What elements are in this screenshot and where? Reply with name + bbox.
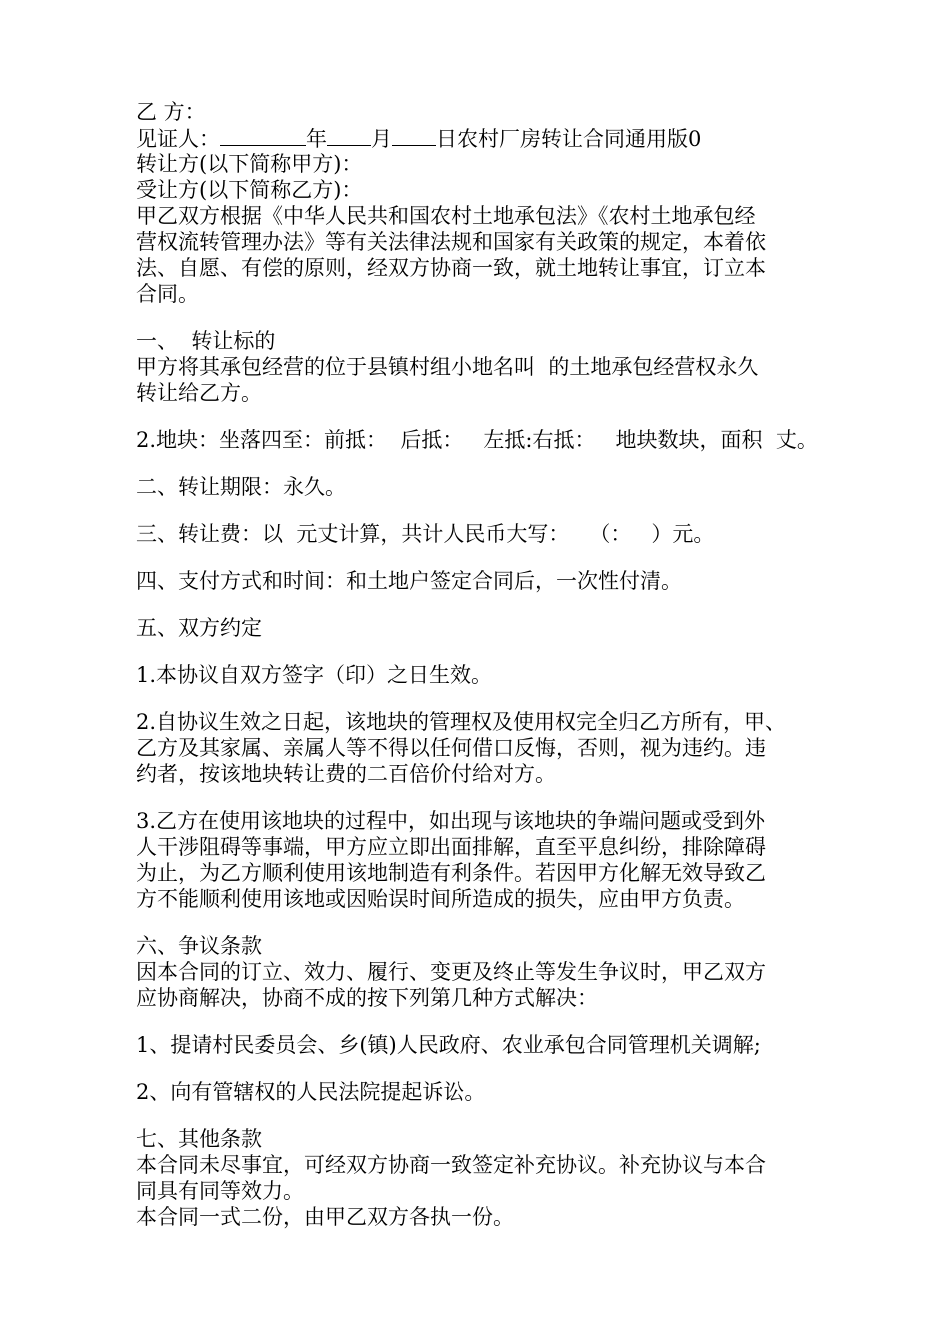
section-heading: 二、转让期限：永久。 bbox=[136, 475, 346, 499]
document-title: 日农村厂房转让合同通用版0 bbox=[436, 127, 702, 151]
section-heading: 四、支付方式和时间：和土地户签定合同后，一次性付清。 bbox=[136, 569, 682, 593]
contract-body bbox=[136, 99, 826, 1230]
other-terms-line: 同具有同等效力。 bbox=[136, 1179, 304, 1203]
day-blank bbox=[392, 125, 436, 146]
year-label: 年 bbox=[306, 127, 327, 151]
preamble-line: 营权流转管理办法》等有关法律法规和国家有关政策的规定，本着依 bbox=[136, 230, 766, 254]
agreement-item-line: 为止，为乙方顺利使用该地制造有利条件。若因甲方化解无效导致乙 bbox=[136, 861, 766, 885]
month-blank bbox=[327, 125, 371, 146]
agreement-item-line: 乙方及其家属、亲属人等不得以任何借口反悔，否则，视为违约。违 bbox=[136, 736, 766, 760]
other-terms-line: 本合同未尽事宜，可经双方协商一致签定补充协议。补充协议与本合 bbox=[136, 1153, 766, 1177]
section-heading: 六、争议条款 bbox=[136, 934, 262, 958]
dispute-line: 应协商解决，协商不成的按下列第几种方式解决： bbox=[136, 986, 598, 1010]
preamble-line: 甲乙双方根据《中华人民共和国农村土地承包法》《农村土地承包经 bbox=[136, 204, 756, 228]
agreement-item-line: 2.自协议生效之日起，该地块的管理权及使用权完全归乙方所有，甲、 bbox=[136, 710, 787, 734]
section-heading: 一、 转让标的 bbox=[136, 329, 276, 353]
agreement-item-line: 方不能顺利使用该地或因贻误时间所造成的损失，应由甲方负责。 bbox=[136, 887, 745, 911]
dispute-option: 1、提请村民委员会、乡(镇)人民政府、农业承包合同管理机关调解; bbox=[136, 1033, 761, 1057]
transferee-line: 受让方(以下简称乙方)： bbox=[136, 178, 363, 202]
transferor-line: 转让方(以下简称甲方)： bbox=[136, 152, 363, 176]
agreement-item: 1.本协议自双方签字（印）之日生效。 bbox=[136, 663, 493, 687]
party-b-line: 乙 方： bbox=[136, 100, 206, 124]
dispute-line: 因本合同的订立、效力、履行、变更及终止等发生争议时，甲乙双方 bbox=[136, 960, 766, 984]
section-heading: 七、其他条款 bbox=[136, 1127, 262, 1151]
section1-line: 转让给乙方。 bbox=[136, 381, 262, 405]
preamble-line: 法、自愿、有偿的原则，经双方协商一致，就土地转让事宜，订立本 bbox=[136, 256, 766, 280]
section1-line: 甲方将其承包经营的位于县镇村组小地名叫 的土地承包经营权永久 bbox=[136, 355, 759, 379]
year-blank bbox=[220, 125, 306, 146]
preamble-line: 合同。 bbox=[136, 282, 199, 306]
agreement-item-line: 人干涉阻碍等事端，甲方应立即出面排解，直至平息纠纷，排除障碍 bbox=[136, 835, 766, 859]
agreement-item-line: 3.乙方在使用该地块的过程中，如出现与该地块的争端问题或受到外 bbox=[136, 809, 766, 833]
witness-line bbox=[136, 125, 826, 151]
plot-line: 2.地块：坐落四至：前抵： 后抵： 左抵:右抵： 地块数块，面积 丈。 bbox=[136, 428, 818, 452]
section-heading: 五、双方约定 bbox=[136, 616, 262, 640]
month-label: 月 bbox=[371, 127, 392, 151]
dispute-option: 2、向有管辖权的人民法院提起诉讼。 bbox=[136, 1080, 486, 1104]
witness-label: 见证人： bbox=[136, 127, 220, 151]
agreement-item-line: 约者，按该地块转让费的二百倍价付给对方。 bbox=[136, 762, 556, 786]
other-terms-line: 本合同一式二份，由甲乙双方各执一份。 bbox=[136, 1205, 514, 1229]
section-heading: 三、转让费：以 元丈计算，共计人民币大写： （： ）元。 bbox=[136, 522, 715, 546]
